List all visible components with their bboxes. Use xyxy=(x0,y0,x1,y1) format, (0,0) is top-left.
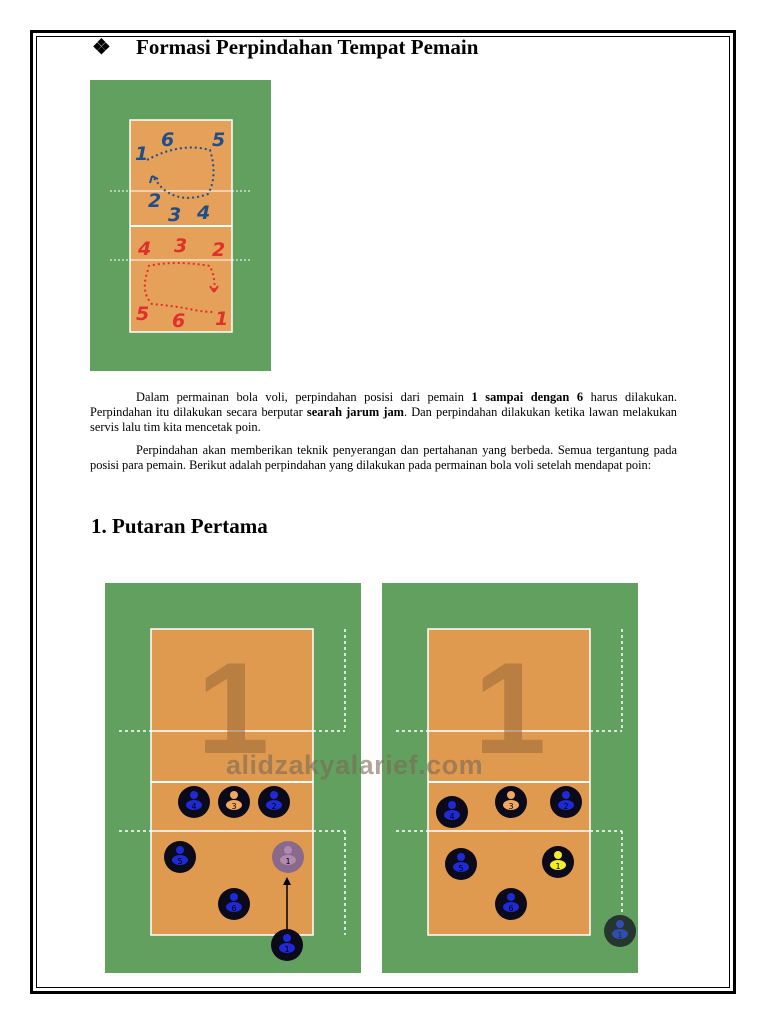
team-b-number: 6 xyxy=(172,310,186,332)
team-b-number: 2 xyxy=(212,239,226,261)
svg-text:1: 1 xyxy=(285,857,291,866)
diamond-bullet-icon: ❖ xyxy=(92,35,111,59)
player-token-server xyxy=(271,929,303,961)
team-b-number: 5 xyxy=(136,303,150,325)
watermark-text: alidzakyalarief.com xyxy=(226,750,484,780)
svg-text:6: 6 xyxy=(231,904,237,913)
team-a-number: 1 xyxy=(135,143,149,165)
rotation-big-number: 1 xyxy=(196,635,270,781)
paragraph-rotation-rule: Dalam permainan bola voli, perpindahan posisi dari pemain 1 sampai dengan 6 harus dilakukan. Perpindahan itu dilakukan secara berputar searah jarum jam. Dan perpindahan dilakukan ketika lawan melakukan servis lalu tim kita mencetak poin. xyxy=(90,390,677,434)
team-b-number: 4 xyxy=(138,238,152,260)
svg-text:1: 1 xyxy=(284,945,290,954)
team-b-number: 3 xyxy=(174,235,188,257)
player-token xyxy=(218,888,250,920)
bold-clockwise: searah jarum jam xyxy=(306,405,404,419)
team-a-number: 6 xyxy=(161,129,175,151)
svg-text:1: 1 xyxy=(617,931,623,940)
player-token-setter xyxy=(218,786,250,818)
player-token xyxy=(436,796,468,828)
team-b-number: 1 xyxy=(215,308,229,330)
heading-title: Formasi Perpindahan Tempat Pemain xyxy=(136,35,479,59)
svg-text:6: 6 xyxy=(508,904,514,913)
team-a-number: 3 xyxy=(168,204,182,226)
player-token xyxy=(550,786,582,818)
svg-text:2: 2 xyxy=(271,802,277,811)
svg-text:1: 1 xyxy=(555,862,561,871)
section-title: 1. Putaran Pertama xyxy=(91,514,268,538)
svg-text:3: 3 xyxy=(231,802,237,811)
rotation-big-number: 1 xyxy=(473,635,547,781)
paragraph-rotation-effect: Perpindahan akan memberikan teknik penyerangan dan pertahanan yang berbeda. Semua tergantung pada posisi para pemain. Berikut adalah perpindahan yang dilakukan pada permainan bola voli setelah mendapat poin: xyxy=(90,443,677,472)
svg-text:4: 4 xyxy=(191,802,197,811)
player-token xyxy=(164,841,196,873)
player-token-setter xyxy=(495,786,527,818)
player-token xyxy=(178,786,210,818)
player-token-faded xyxy=(272,841,304,873)
player-token xyxy=(258,786,290,818)
player-token-server-faded xyxy=(604,915,636,947)
svg-text:2: 2 xyxy=(563,802,569,811)
bold-player-range: 1 sampai dengan 6 xyxy=(471,390,584,404)
svg-text:4: 4 xyxy=(449,812,455,821)
svg-text:5: 5 xyxy=(177,857,183,866)
player-token xyxy=(495,888,527,920)
team-a-number: 4 xyxy=(197,202,211,224)
player-token-highlight xyxy=(542,846,574,878)
page-heading xyxy=(92,35,478,60)
svg-text:5: 5 xyxy=(458,864,464,873)
player-token xyxy=(445,848,477,880)
rotation-diagram-image xyxy=(90,80,271,371)
team-a-number: 5 xyxy=(212,129,226,151)
team-a-number: 2 xyxy=(148,190,162,212)
svg-text:3: 3 xyxy=(508,802,514,811)
